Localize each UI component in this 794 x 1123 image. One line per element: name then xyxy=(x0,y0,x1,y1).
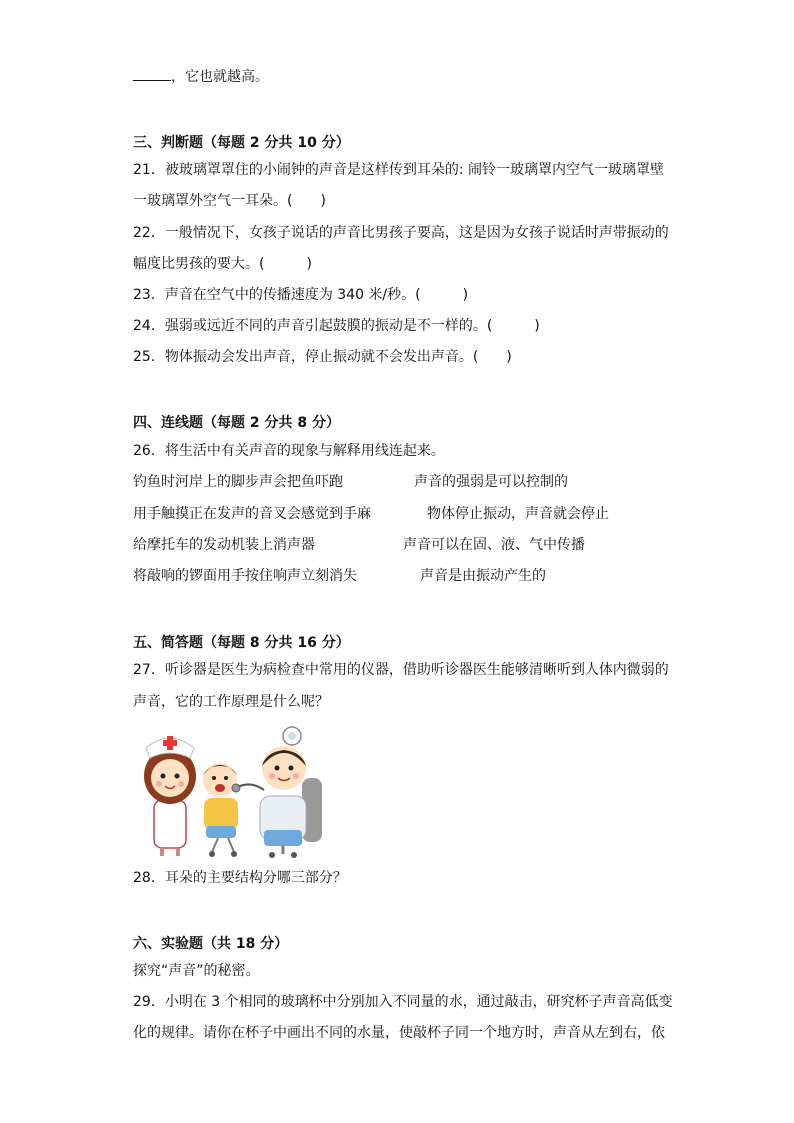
match-left-1: 钓鱼时河岸上的脚步声会把鱼吓跑 xyxy=(133,474,343,490)
question-24: 24．强弱或远近不同的声音引起鼓膜的振动是不一样的。( ) xyxy=(133,318,540,334)
blank-suffix: ，它也就越高。 xyxy=(171,69,269,85)
match-right-1: 声音的强弱是可以控制的 xyxy=(414,474,568,490)
question-21-line-1: 21．被玻璃罩罩住的小闹钟的声音是这样传到耳朵的: 闹铃一玻璃罩内空气一玻璃罩壁 xyxy=(133,162,664,178)
question-23: 23．声音在空气中的传播速度为 340 米/秒。( ) xyxy=(133,287,469,303)
question-25: 25．物体振动会发出声音，停止振动就不会发出声音。( ) xyxy=(133,349,512,365)
question-27-line-2: 声音，它的工作原理是什么呢？ xyxy=(133,694,329,710)
match-left-2: 用手触摸正在发声的音叉会感觉到手麻 xyxy=(133,506,371,522)
question-21-line-2: 一玻璃罩外空气一耳朵。( ) xyxy=(133,193,326,209)
nurse-figure xyxy=(144,736,196,856)
question-22-line-2: 幅度比男孩的要大。( ) xyxy=(133,256,312,272)
match-left-4: 将敲响的锣面用手按住响声立刻消失 xyxy=(133,568,357,584)
doctor-patient-illustration xyxy=(132,718,332,860)
question-29-line-1: 29．小明在 3 个相同的玻璃杯中分别加入不同量的水，通过敲击，研究杯子声音高低变 xyxy=(133,994,673,1010)
section-6-heading: 六、实验题（共 18 分） xyxy=(133,936,289,952)
section-6-intro: 探究“声音”的秘密。 xyxy=(133,963,260,979)
section-5-heading: 五、简答题（每题 8 分共 16 分） xyxy=(133,635,350,651)
question-27-line-1: 27．听诊器是医生为病检查中常用的仪器，借助听诊器医生能够清晰听到人体内微弱的 xyxy=(133,662,669,678)
doctor-figure xyxy=(260,727,322,858)
question-28: 28．耳朵的主要结构分哪三部分？ xyxy=(133,870,347,886)
question-26: 26．将生活中有关声音的现象与解释用线连起来。 xyxy=(133,443,445,459)
blank-line xyxy=(133,66,269,87)
child-figure xyxy=(202,763,238,857)
match-right-4: 声音是由振动产生的 xyxy=(420,568,546,584)
question-29-line-2: 化的规律。请你在杯子中画出不同的水量，使敲杯子同一个地方时，声音从左到右，依 xyxy=(133,1025,665,1041)
section-3-heading: 三、判断题（每题 2 分共 10 分） xyxy=(133,135,350,151)
match-right-2: 物体停止振动，声音就会停止 xyxy=(427,506,609,522)
match-left-3: 给摩托车的发动机装上消声器 xyxy=(133,537,315,553)
answer-blank xyxy=(133,66,171,81)
match-right-3: 声音可以在固、液、气中传播 xyxy=(403,537,585,553)
section-4-heading: 四、连线题（每题 2 分共 8 分） xyxy=(133,415,340,431)
question-22-line-1: 22．一般情况下，女孩子说话的声音比男孩子要高，这是因为女孩子说话时声带振动的 xyxy=(133,225,669,241)
